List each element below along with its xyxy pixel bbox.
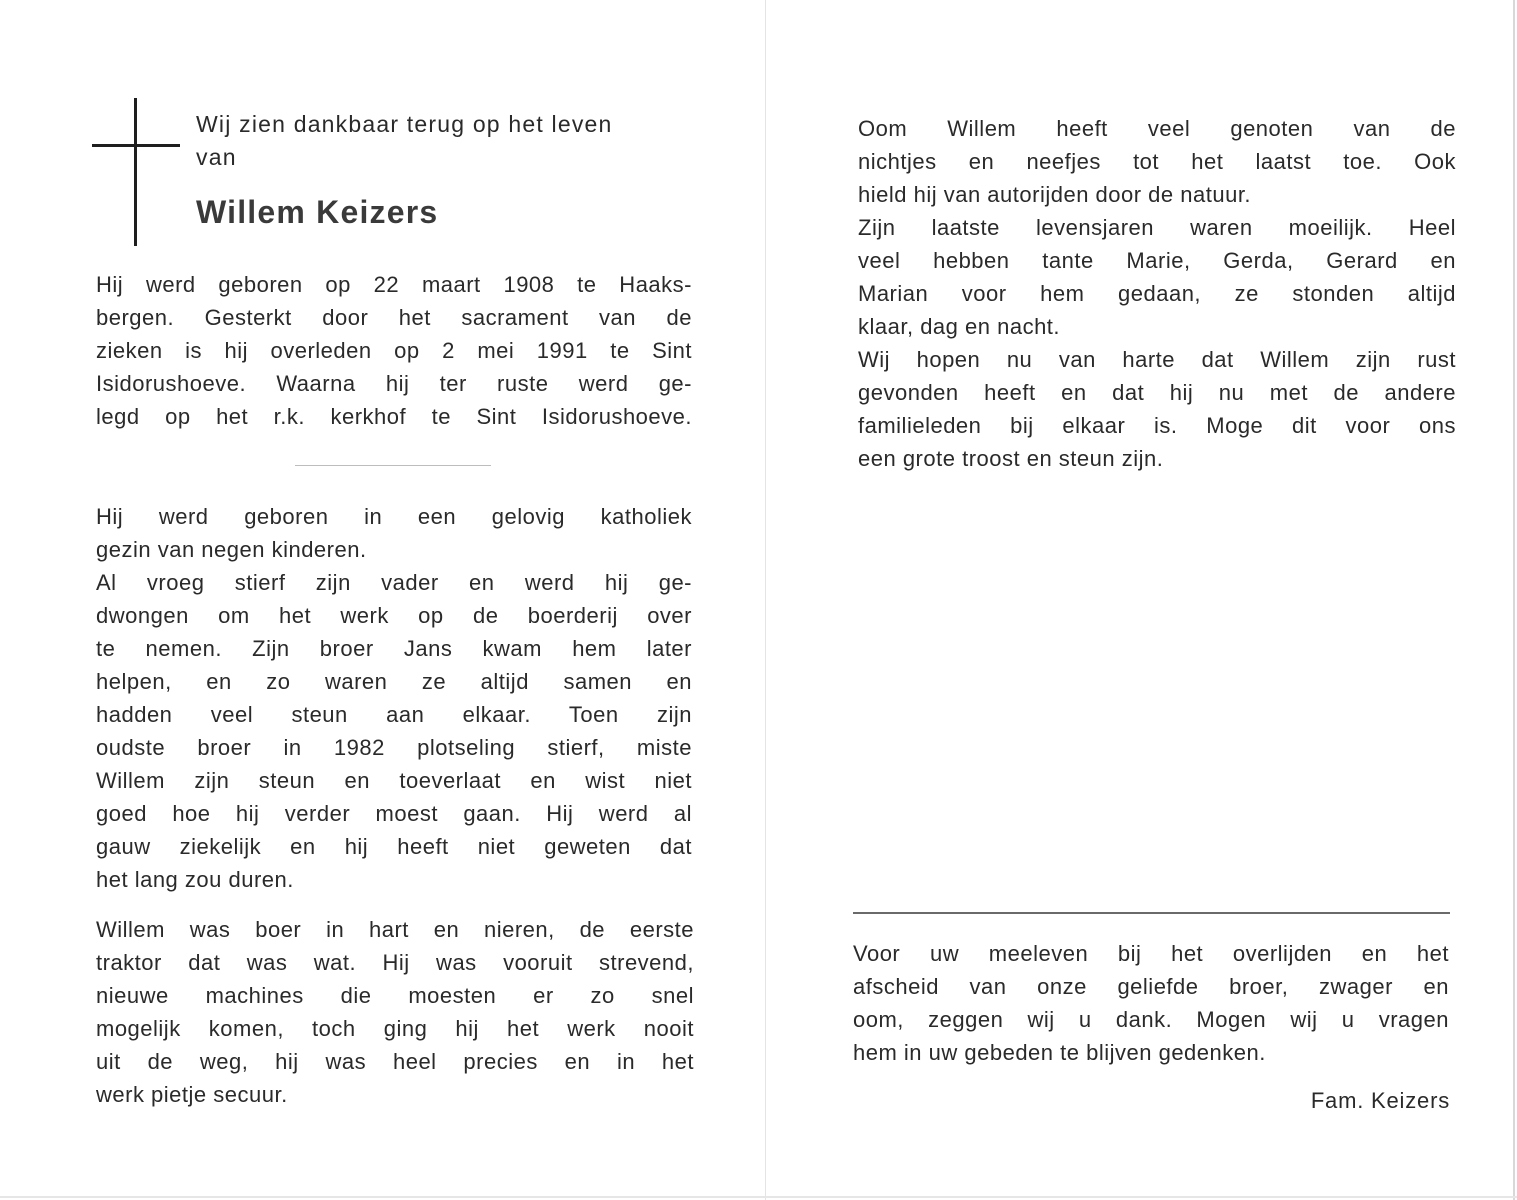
text-line: Al vroeg stierf zijn vader en werd hij ge- [96, 570, 692, 595]
text-line: gezin van negen kinderen. [96, 537, 367, 562]
page-fold-line [765, 0, 766, 1200]
text-line: mogelijk komen, toch ging hij het werk nooit [96, 1016, 694, 1041]
text-line: nichtjes en neefjes tot het laatst toe. Ook [858, 149, 1456, 174]
family-paragraph [858, 112, 1456, 475]
text-line: Wij hopen nu van harte dat Willem zijn rust [858, 347, 1456, 372]
text-line: hield hij van autorijden door de natuur. [858, 182, 1252, 207]
text-line: dwongen om het werk op de boerderij over [96, 603, 692, 628]
text-line: Willem was boer in hart en nieren, de eerste [96, 917, 694, 942]
card-bottom-edge [0, 1196, 1517, 1198]
text-line: werk pietje secuur. [96, 1082, 288, 1107]
text-line: te nemen. Zijn broer Jans kwam hem later [96, 636, 692, 661]
text-line: traktor dat was wat. Hij was vooruit strevend, [96, 950, 694, 975]
family-signature: Fam. Keizers [1310, 1088, 1450, 1113]
card-right-edge [1513, 0, 1515, 1200]
text-line: Zijn laatste levensjaren waren moeilijk. Heel [858, 215, 1456, 240]
text-line: oudste broer in 1982 plotseling stierf, miste [96, 735, 692, 760]
separator-line [853, 912, 1450, 914]
text-line: Hij werd geboren op 22 maart 1908 te Haaks- [96, 272, 692, 297]
text-line: Oom Willem heeft veel genoten van de [858, 116, 1456, 141]
separator-line [295, 465, 491, 466]
text-line: het lang zou duren. [96, 867, 294, 892]
intro-text [196, 108, 696, 174]
text-line: zieken is hij overleden op 2 mei 1991 te Sint [96, 338, 692, 363]
birth-death-paragraph [96, 268, 692, 433]
farmer-paragraph [96, 913, 694, 1111]
text-line: Willem zijn steun en toeverlaat en wist niet [96, 768, 692, 793]
deceased-name: Willem Keizers [196, 194, 439, 230]
text-line: afscheid van onze geliefde broer, zwager en [853, 974, 1449, 999]
text-line: Hij werd geboren in een gelovig katholiek [96, 504, 692, 529]
text-line: veel hebben tante Marie, Gerda, Gerard en [858, 248, 1456, 273]
text-line: legd op het r.k. kerkhof te Sint Isidorushoeve. [96, 404, 692, 429]
text-line: een grote troost en steun zijn. [858, 446, 1164, 471]
text-line: bergen. Gesterkt door het sacrament van de [96, 305, 692, 330]
life-story-paragraph [96, 500, 692, 896]
text-line: gevonden heeft en dat hij nu met de andere [858, 380, 1456, 405]
cross-icon-vertical [134, 98, 137, 246]
text-line: gauw ziekelijk en hij heeft niet geweten dat [96, 834, 692, 859]
intro-line: Wij zien dankbaar terug op het leven [196, 111, 613, 137]
text-line: hem in uw gebeden te blijven gedenken. [853, 1040, 1266, 1065]
text-line: nieuwe machines die moesten er zo snel [96, 983, 694, 1008]
text-line: klaar, dag en nacht. [858, 314, 1061, 339]
intro-line: van [196, 144, 237, 170]
text-line: goed hoe hij verder moest gaan. Hij werd al [96, 801, 692, 826]
text-line: Marian voor hem gedaan, ze stonden altijd [858, 281, 1456, 306]
cross-icon-horizontal [92, 144, 180, 147]
text-line: helpen, en zo waren ze altijd samen en [96, 669, 692, 694]
text-line: hadden veel steun aan elkaar. Toen zijn [96, 702, 692, 727]
text-line: Voor uw meeleven bij het overlijden en het [853, 941, 1449, 966]
text-line: familieleden bij elkaar is. Moge dit voor ons [858, 413, 1456, 438]
thanks-paragraph [853, 937, 1449, 1069]
text-line: Isidorushoeve. Waarna hij ter ruste werd ge- [96, 371, 692, 396]
text-line: uit de weg, hij was heel precies en in het [96, 1049, 694, 1074]
text-line: oom, zeggen wij u dank. Mogen wij u vragen [853, 1007, 1449, 1032]
